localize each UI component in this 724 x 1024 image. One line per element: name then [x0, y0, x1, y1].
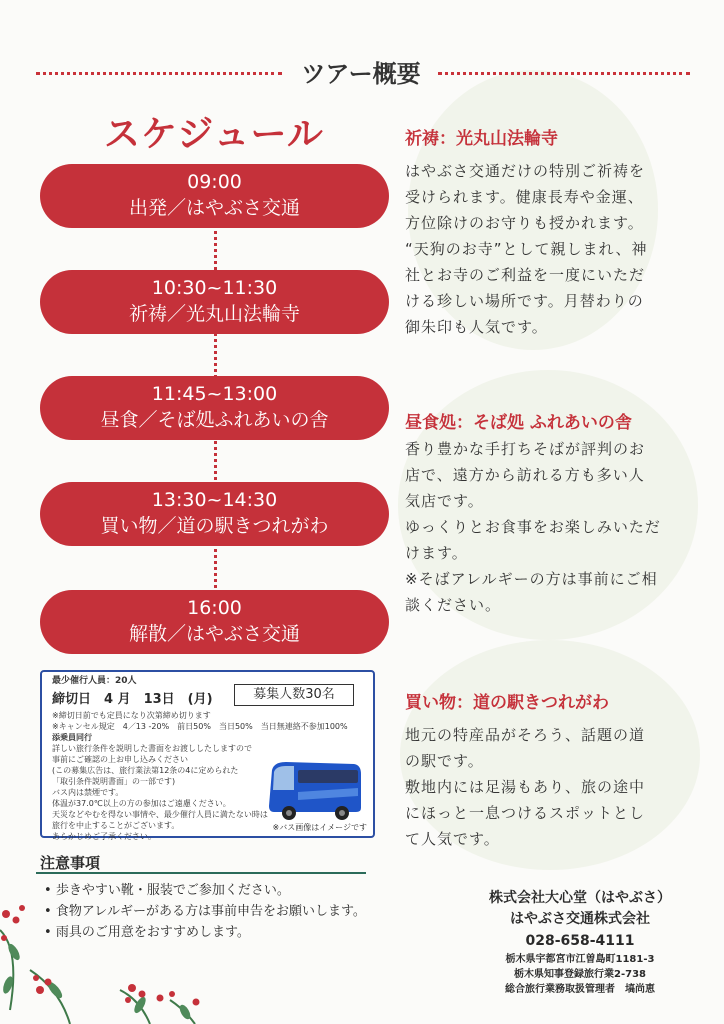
company-info	[470, 888, 690, 997]
company-phone: 028-658-4111	[525, 933, 635, 949]
info-line: 旅行を中止することがございます。	[52, 821, 180, 830]
detail-heading-prayer: 祈祷：光丸山法輪寺	[405, 129, 558, 149]
note-item: • 雨具のご用意をおすすめします。	[44, 922, 366, 943]
notes-title: 注意事項	[40, 854, 101, 872]
detail-body-lunch: 香り豊かな手打ちそばが評判のお 店で、遠方から訪れる方も多い人 気店です。 ゆっくりとお食事をお楽しみいただ けます。 ※そばアレルギーの方は事前にご相 談ください。	[405, 440, 661, 614]
berry-branch-decoration	[0, 890, 210, 1024]
schedule-title: スケジュール	[104, 114, 324, 155]
schedule-time: 16:00	[187, 597, 242, 619]
schedule-time: 10:30~11:30	[151, 277, 278, 299]
minimum-participants: 最少催行人員：20人	[52, 676, 137, 686]
schedule-place: 買い物／道の駅きつれがわ	[100, 515, 329, 537]
note-item: • 歩きやすい靴・服装でご参加ください。	[44, 880, 366, 901]
schedule-time: 11:45~13:00	[151, 383, 278, 405]
company-name-secondary: はやぶさ交通株式会社	[510, 911, 650, 927]
schedule-time: 09:00	[187, 171, 242, 193]
detail-heading-shopping: 買い物：道の駅きつれがわ	[405, 693, 609, 713]
schedule-item-dismissal	[40, 590, 389, 654]
company-manager: 総合旅行業務取扱管理者 塙尚恵	[505, 984, 655, 995]
schedule-item-shopping	[40, 482, 389, 546]
detail-body-prayer: はやぶさ交通だけの特別ご祈祷を 受けられます。健康長寿や金運、 方位除けのお守りも授かれます。 “天狗のお寺”として親しまれ、神 社とお寺のご利益を一度にいただ ける珍しい場所です。月替わりの 御朱印も人気です。	[405, 162, 648, 336]
info-line: 天災などやむを得ない事情や、最少催行人員に満たない時は	[52, 810, 268, 819]
tour-info-box	[40, 670, 375, 841]
info-line: 体温が37.0℃以上の方の参加はご遠慮ください。	[52, 799, 231, 808]
detail-body-shopping: 地元の特産品がそろう、話題の道 の駅です。 敷地内には足湯もあり、旅の途中 にほっと一息つけるスポットとし て人気です。	[405, 726, 646, 848]
schedule-item-prayer	[40, 270, 389, 334]
info-line: ※締切日前でも定員になり次第締め切ります	[52, 711, 211, 720]
schedule-place: 祈祷／光丸山法輪寺	[128, 303, 300, 325]
info-line: 添乗員同行	[52, 733, 92, 742]
schedule-place: 解散／はやぶさ交通	[128, 623, 300, 645]
schedule-place: 出発／はやぶさ交通	[128, 197, 300, 219]
bus-image	[264, 756, 364, 822]
capacity-badge: 募集人数30名	[234, 684, 354, 706]
page-title: ツアー概要	[301, 60, 421, 88]
detail-heading-lunch: 昼食処：そば処 ふれあいの舎	[405, 413, 632, 433]
info-line: バス内は禁煙です。	[52, 788, 124, 797]
info-line: 事前にご確認の上お申し込みください	[52, 755, 188, 764]
schedule-place: 昼食／そば処ふれあいの舎	[100, 409, 329, 431]
schedule-item-departure	[40, 164, 389, 228]
note-item: • 食物アレルギーがある方は事前申告をお願いします。	[44, 901, 366, 922]
company-address: 栃木県宇都宮市江曽島町1181-3	[505, 954, 655, 965]
header-divider-left	[36, 72, 282, 75]
schedule-time: 13:30~14:30	[151, 489, 278, 511]
schedule-item-lunch	[40, 376, 389, 440]
notes-rule	[36, 872, 366, 874]
info-line: 「取引条件説明書面」の一部です)	[52, 777, 176, 786]
info-line: あらかじめご了承ください。	[52, 832, 156, 841]
info-line: ※キャンセル規定 4／13 -20% 前日50% 当日50% 当日無連絡不参加100%	[52, 722, 348, 731]
info-line: 詳しい旅行条件を説明した書面をお渡ししたしますので	[52, 744, 252, 753]
application-deadline: 締切日 4 月 13日 (月)	[52, 692, 213, 707]
company-license: 栃木県知事登録旅行業2-738	[514, 969, 646, 980]
info-line: (この募集広告は、旅行業法第12条の4に定められた	[52, 766, 239, 775]
header-divider-right	[438, 72, 690, 75]
company-name: 株式会社大心堂（はやぶさ）	[489, 890, 671, 906]
photo-note: ※バス画像はイメージです	[272, 823, 367, 832]
